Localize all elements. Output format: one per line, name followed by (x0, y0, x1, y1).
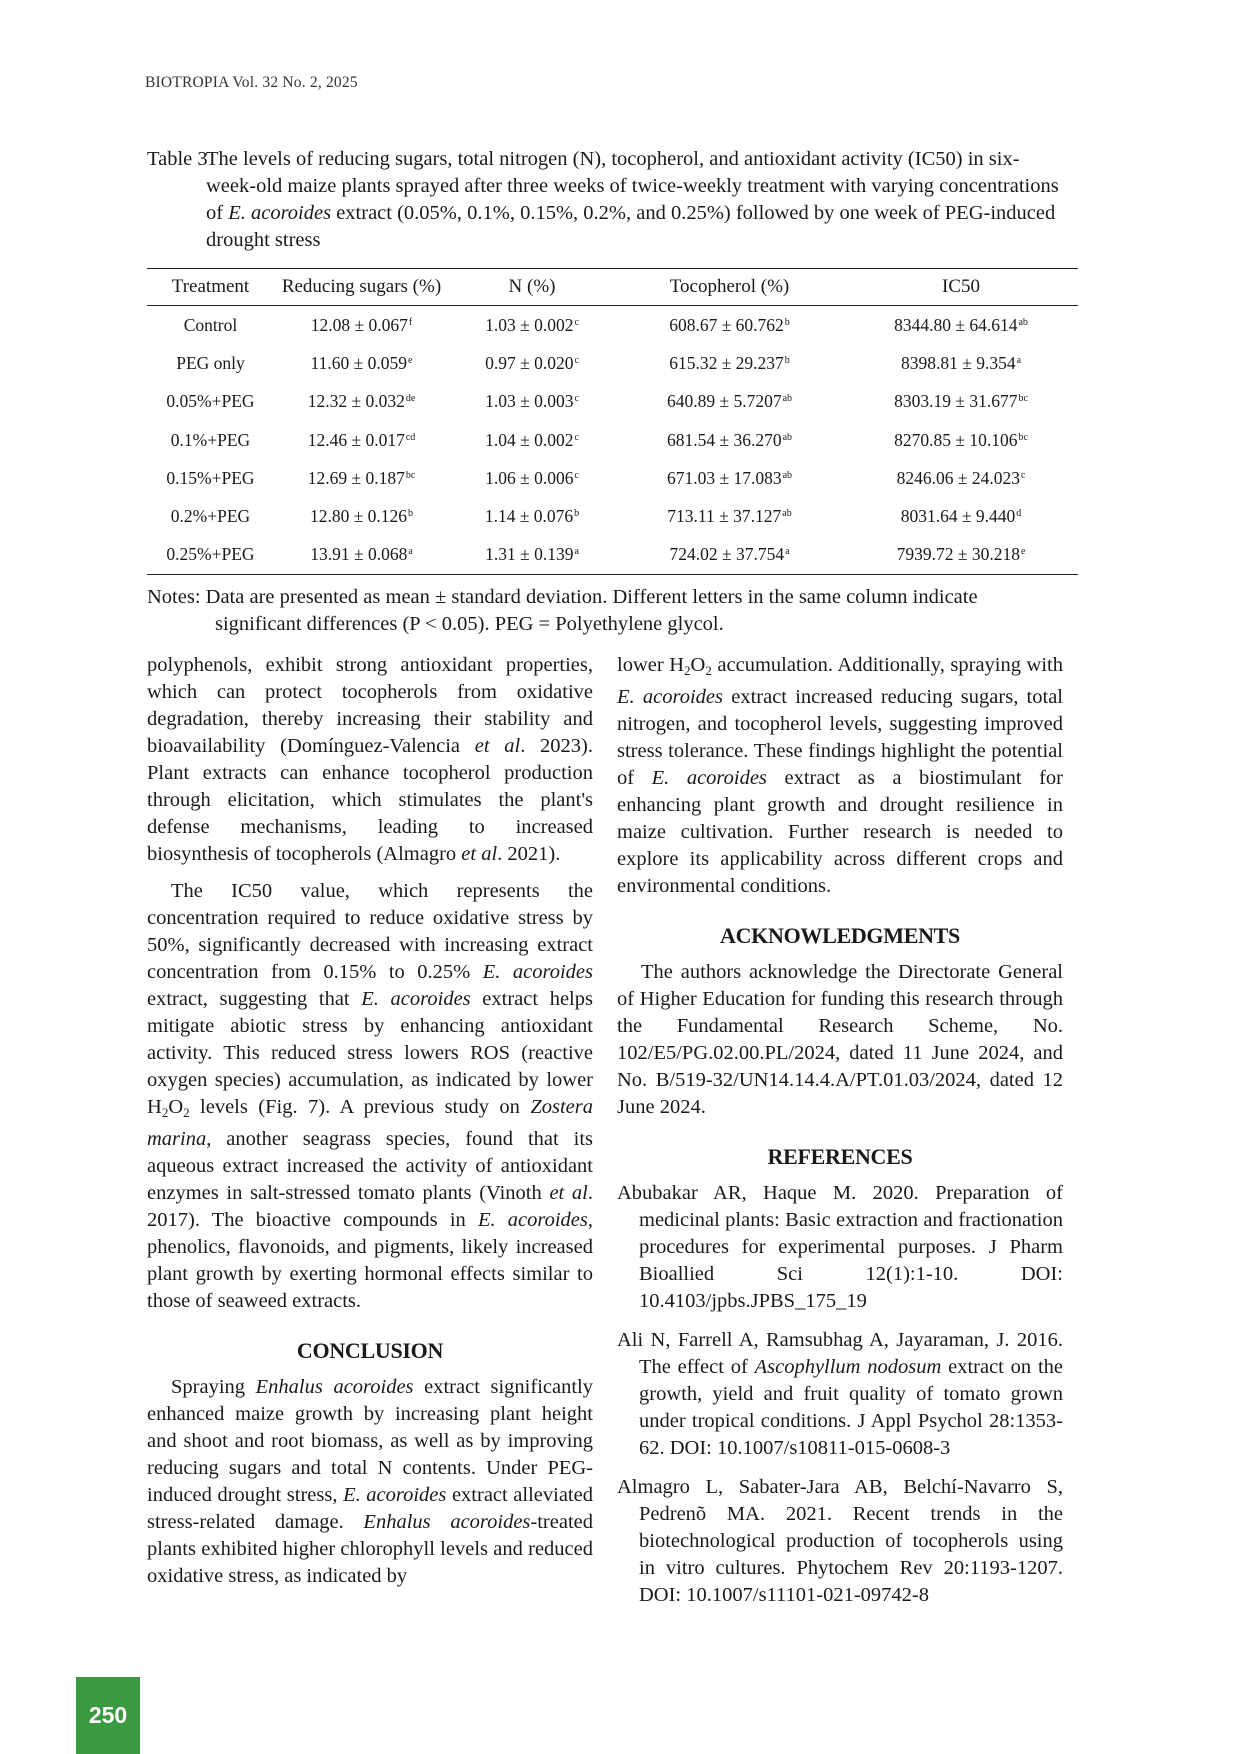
cell-tocopherol (615, 383, 844, 421)
table-row (147, 536, 1078, 575)
significance-letter: d (1016, 508, 1022, 520)
significance-letter: ab (782, 393, 793, 405)
significance-letter: c (574, 469, 579, 481)
cell-treatment: 0.2%+PEG (170, 506, 251, 527)
cell-value: 12.32 ± 0.032 (307, 391, 405, 412)
cell-value: 0.97 ± 0.020 (485, 352, 574, 373)
significance-letter: ab (782, 431, 793, 443)
table-row (147, 383, 1078, 421)
significance-letter: a (574, 546, 579, 558)
cell-value: 1.31 ± 0.139 (485, 544, 574, 565)
reference-item: Abubakar AR, Haque M. 2020. Preparation of medicinal plants: Basic extraction and fractionation procedures for experimental purposes. J Pharm Bioallied Sci 12(1):1-10. DOI: 10.4103/jpbs.JPBS_175_19 (617, 1182, 1063, 1312)
table-row (147, 421, 1078, 459)
cell-value: 8303.19 ± 31.677 (894, 391, 1018, 412)
conclusion-heading: CONCLUSION (296, 1338, 444, 1363)
significance-letter: ab (782, 508, 792, 520)
cell-tocopherol (615, 459, 844, 497)
cell-ic50 (844, 536, 1078, 575)
cell-value: 12.80 ± 0.126 (309, 506, 408, 527)
acknowledgments-heading: ACKNOWLEDGMENTS (720, 923, 960, 948)
significance-letter: b (408, 508, 414, 520)
significance-letter: cd (405, 431, 416, 443)
cell-value: 640.89 ± 5.7207 (666, 391, 782, 412)
col-header-ic50: IC50 (844, 269, 1078, 306)
paragraph-acknowledgments: The authors acknowledge the Directorate General of Higher Education for funding this research through the Fundamental Research Scheme, No. 102/E5/PG.02.00.PL/2024, dated 11 June 2024, and No. B/519-32/UN14.14.4.A/PT.01.03/2024, dated 12 June 2024. (617, 961, 1063, 1118)
table-row (147, 459, 1078, 497)
cell-reducing-sugars (274, 383, 449, 421)
cell-value: 12.08 ± 0.067 (310, 314, 408, 335)
cell-ic50 (844, 383, 1078, 421)
cell-ic50 (844, 497, 1078, 535)
significance-letter: a (785, 546, 790, 558)
table-row (147, 497, 1078, 535)
cell-value: 615.32 ± 29.237 (669, 352, 784, 373)
cell-n (449, 344, 615, 382)
results-table (147, 268, 1078, 575)
cell-reducing-sugars (274, 497, 449, 535)
cell-ic50 (844, 459, 1078, 497)
table-caption (147, 146, 1067, 254)
significance-letter: b (574, 508, 580, 520)
right-column (617, 652, 1063, 1621)
significance-letter: ab (1018, 316, 1028, 328)
cell-value: 11.60 ± 0.059 (310, 352, 407, 373)
significance-letter: b (784, 354, 790, 366)
left-column (147, 652, 593, 1590)
cell-reducing-sugars (274, 306, 449, 345)
cell-tocopherol (615, 497, 844, 535)
notes-line-1: Notes: Data are presented as mean ± standard deviation. Different letters in the same column indicate (147, 586, 978, 608)
paragraph-conclusion: Spraying Enhalus acoroides extract significantly enhanced maize growth by increasing plant height and shoot and root biomass, as well as by improving reducing sugars and total N contents. Under PEG-induced drought stress, E. acoroides extract alleviated stress-related damage. Enhalus acoroides-treated plants exhibited higher chlorophyll levels and reduced oxidative stress, as indicated by (147, 1376, 593, 1587)
significance-letter: bc (405, 469, 416, 481)
table-header-row (147, 269, 1078, 306)
page-number-badge: 250 (76, 1677, 140, 1754)
cell-value: 1.03 ± 0.003 (485, 391, 574, 412)
significance-letter: c (574, 316, 579, 328)
cell-treatment: PEG only (176, 352, 245, 373)
table-notes (147, 584, 1067, 638)
table-label: Table 3 (147, 148, 208, 170)
col-header-n: N (%) (449, 269, 615, 306)
significance-letter: c (1020, 469, 1026, 481)
cell-n (449, 497, 615, 535)
paragraph-ic50: The IC50 value, which represents the concentration required to reduce oxidative stress by 50%, significantly decreased with increasing extract concentration from 0.15% to 0.25% E. acoroides extract, suggesting that E. acoroides extract helps mitigate abiotic stress by enhancing antioxidant activity. This reduced stress lowers ROS (reactive oxygen species) accumulation, as indicated by lower $H_2O_2$ levels (Fig. 7). A previous study on Zostera marina, another seagrass species, found that its aqueous extract increased the activity of antioxidant enzymes in salt-stressed tomato plants (Vinoth et al. 2017). The bioactive compounds in E. acoroides, phenolics, flavonoids, and pigments, likely increased plant growth by exerting hormonal effects similar to those of seaweed extracts. (147, 880, 593, 1312)
cell-value: 724.02 ± 37.754 (669, 544, 785, 565)
cell-n (449, 536, 615, 575)
cell-treatment: 0.05%+PEG (166, 391, 255, 412)
cell-ic50 (844, 344, 1078, 382)
significance-letter: f (408, 316, 413, 328)
significance-letter: c (574, 431, 579, 443)
cell-reducing-sugars (274, 344, 449, 382)
significance-letter: c (574, 393, 579, 405)
cell-value: 7939.72 ± 30.218 (896, 544, 1020, 565)
cell-value: 8031.64 ± 9.440 (900, 506, 1016, 527)
significance-letter: de (405, 393, 416, 405)
cell-ic50 (844, 306, 1078, 345)
cell-value: 608.67 ± 60.762 (669, 314, 784, 335)
cell-reducing-sugars (274, 421, 449, 459)
cell-reducing-sugars (274, 536, 449, 575)
cell-value: 1.06 ± 0.006 (485, 467, 574, 488)
cell-n (449, 383, 615, 421)
cell-value: 8344.80 ± 64.614 (894, 314, 1018, 335)
significance-letter: bc (1018, 393, 1028, 405)
cell-n (449, 421, 615, 459)
cell-tocopherol (615, 536, 844, 575)
cell-tocopherol (615, 344, 844, 382)
cell-tocopherol (615, 306, 844, 345)
references-heading: REFERENCES (767, 1144, 913, 1169)
col-header-reducing-sugars: Reducing sugars (%) (274, 269, 449, 306)
reference-item: Almagro L, Sabater-Jara AB, Belchí-Navarro S, Pedrenõ MA. 2021. Recent trends in the biotechnological production of tocopherols using in vitro cultures. Phytochem Rev 20:1193-1207. DOI: 10.1007/s11101-021-09742-8 (617, 1476, 1063, 1606)
cell-value: 8246.06 ± 24.023 (896, 467, 1020, 488)
cell-value: 1.04 ± 0.002 (485, 429, 574, 450)
cell-value: 1.14 ± 0.076 (484, 506, 574, 527)
notes-line-2: significant differences (P < 0.05). PEG = Polyethylene glycol. (215, 613, 724, 635)
col-header-tocopherol: Tocopherol (%) (615, 269, 844, 306)
col-header-treatment: Treatment (147, 269, 274, 306)
significance-letter: b (784, 316, 790, 328)
cell-value: 671.03 ± 17.083 (666, 467, 782, 488)
significance-letter: ab (782, 469, 793, 481)
significance-letter: a (1016, 354, 1022, 366)
paragraph-tocopherol: polyphenols, exhibit strong antioxidant properties, which can protect tocopherols from oxidative degradation, thereby increasing their stability and bioavailability (Domínguez-Valencia et al. 2023). Plant extracts can enhance tocopherol production through elicitation, which stimulates the plant's defense mechanisms, leading to increased biosynthesis of tocopherols (Almagro et al. 2021). (147, 654, 594, 865)
significance-letter: e (408, 354, 413, 366)
significance-letter: a (408, 546, 413, 558)
cell-n (449, 459, 615, 497)
cell-value: 12.46 ± 0.017 (307, 429, 405, 450)
cell-reducing-sugars (274, 459, 449, 497)
cell-ic50 (844, 421, 1078, 459)
table-row (147, 344, 1078, 382)
cell-treatment: Control (183, 314, 238, 335)
cell-value: 12.69 ± 0.187 (307, 467, 405, 488)
cell-value: 8270.85 ± 10.106 (894, 429, 1018, 450)
cell-treatment: 0.25%+PEG (147, 536, 274, 575)
table-row (147, 306, 1078, 345)
cell-value: 681.54 ± 36.270 (666, 429, 782, 450)
cell-treatment: 0.15%+PEG (166, 467, 255, 488)
significance-letter: c (574, 354, 579, 366)
cell-tocopherol (615, 421, 844, 459)
cell-value: 13.91 ± 0.068 (310, 544, 408, 565)
table-caption-text: The levels of reducing sugars, total nitrogen (N), tocopherol, and antioxidant activity (IC50) in six-week-old maize plants sprayed after three weeks of twice-weekly treatment with varying concentrations of E. acoroides extract (0.05%, 0.1%, 0.15%, 0.2%, and 0.25%) followed by one week of PEG-induced drought stress (206, 148, 1059, 251)
significance-letter: bc (1018, 431, 1028, 443)
significance-letter: e (1020, 546, 1026, 558)
reference-item: Ali N, Farrell A, Ramsubhag A, Jayaraman, J. 2016. The effect of Ascophyllum nodosum extract on the growth, yield and fruit quality of tomato grown under tropical conditions. J Appl Psychol 28:1353-62. DOI: 10.1007/s10811-015-0608-3 (617, 1329, 1063, 1459)
cell-value: 8398.81 ± 9.354 (900, 352, 1016, 373)
cell-value: 713.11 ± 37.127 (667, 506, 782, 527)
running-head: BIOTROPIA Vol. 32 No. 2, 2025 (145, 74, 358, 91)
cell-n (449, 306, 615, 345)
cell-value: 1.03 ± 0.002 (485, 314, 574, 335)
paragraph-conclusion-cont: lower $H_2O_2$ accumulation. Additionally, spraying with E. acoroides extract increased reducing sugars, total nitrogen, and tocopherol levels, suggesting improved stress tolerance. These findings highlight the potential of E. acoroides extract as a biostimulant for enhancing plant growth and drought resilience in maize cultivation. Further research is needed to explore its applicability across different crops and environmental conditions. (617, 654, 1063, 897)
cell-treatment: 0.1%+PEG (170, 429, 251, 450)
